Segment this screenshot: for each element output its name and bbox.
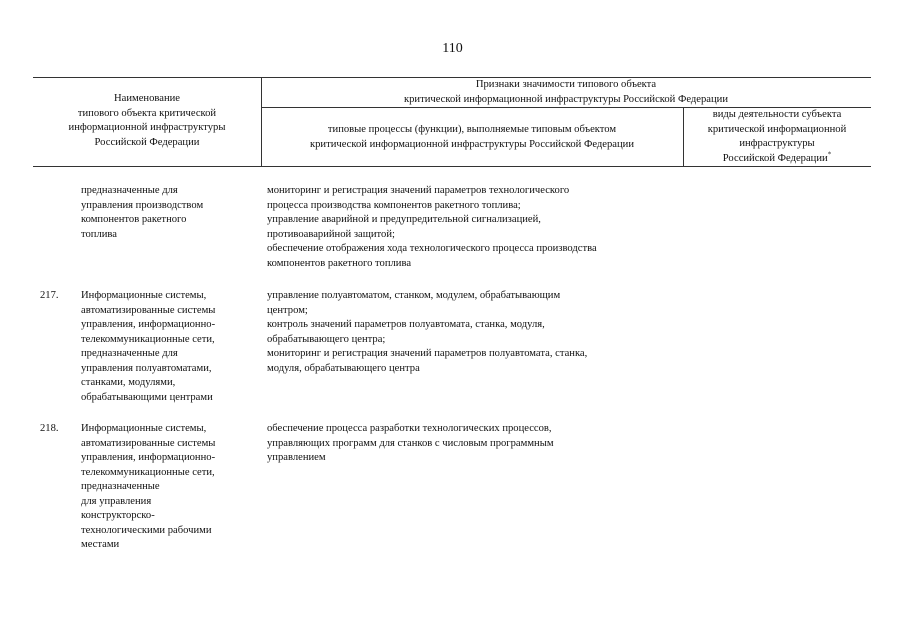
object-processes: мониторинг и регистрация значений параметров технологического процесса производства компонентов ракетного топлива; управление аварийной и предупредительной сигнализацией, противоаварийной защитой; обеспечение отображения хода технологического процесса производства компонентов ракетного топлива	[267, 185, 597, 269]
object-processes: управление полуавтоматом, станком, модулем, обрабатывающим центром; контроль значений параметров полуавтомата, станка, модуля, обрабатывающего центра; мониторинг и регистрация значений параметров полуавтомата, станка, модуля, обрабатывающего центра	[267, 290, 588, 374]
header-col-activities	[683, 108, 871, 166]
object-name: предназначенные для управления производством компонентов ракетного топлива	[81, 185, 204, 240]
header-col-activities-label: виды деятельности субъекта критической информационной инфраструктуры Российской Федерации	[707, 109, 847, 164]
row-number: 217.	[40, 290, 59, 301]
page-number: 110	[442, 41, 463, 56]
header-col-name: Наименование типового объекта критической информационной инфраструктуры Российской Федерации	[68, 93, 226, 148]
header-col-processes: типовые процессы (функции), выполняемые типовым объектом критической информационной инфраструктуры Российской Федерации	[309, 124, 635, 150]
header-bottom-rule	[33, 166, 871, 167]
footnote-mark: *	[827, 149, 832, 158]
header-group-title: Признаки значимости типового объекта критической информационной инфраструктуры Российской Федерации	[403, 79, 729, 105]
object-processes: обеспечение процесса разработки технологических процессов, управляющих программ для станков с числовым программным управлением	[267, 423, 554, 463]
row-number: 218.	[40, 423, 59, 434]
object-name: Информационные системы, автоматизированные системы управления, информационно- телекоммуникационные сети, предназначенные для управления конструкторско- технологическими рабочими местами	[81, 423, 216, 550]
object-name: Информационные системы, автоматизированные системы управления, информационно- телекоммуникационные сети, предназначенные для управления полуавтоматами, станками, модулями, обрабатывающими центрами	[81, 290, 216, 403]
